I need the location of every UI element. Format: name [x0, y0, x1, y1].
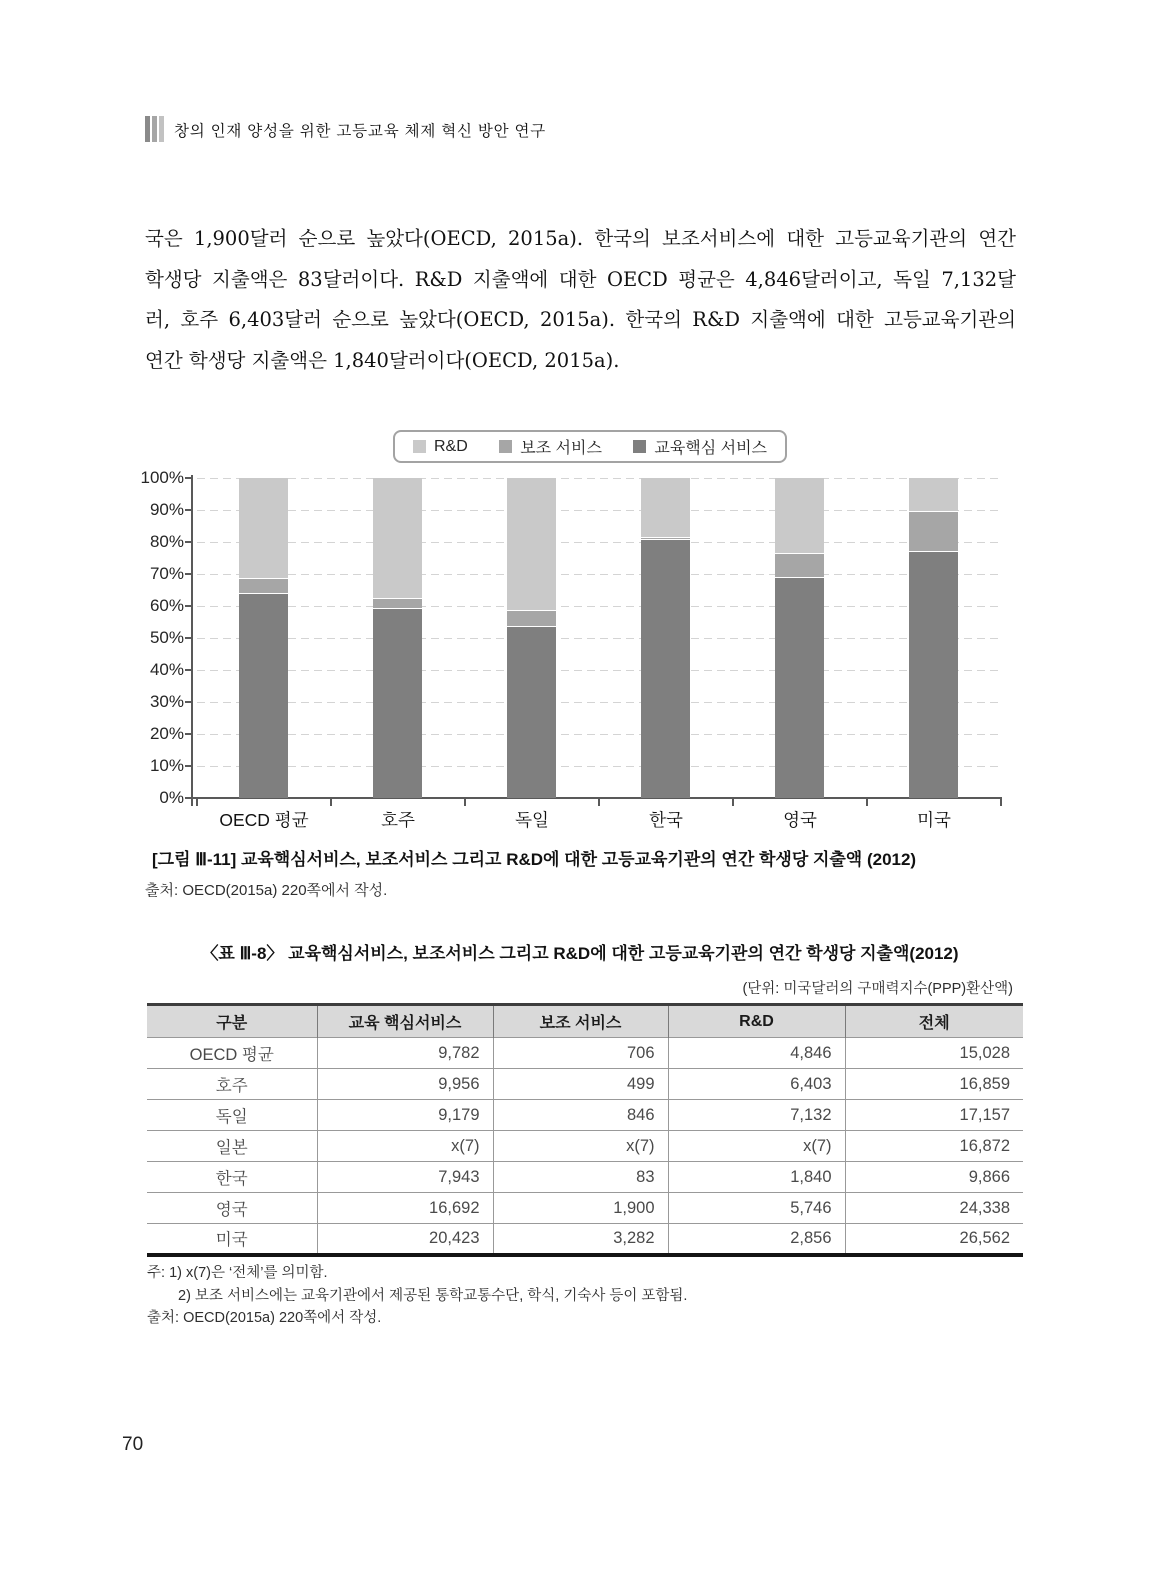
table-row: [147, 1100, 1023, 1131]
table-header-cell: 교육 핵심서비스: [317, 1005, 493, 1038]
bar-segment-support: [373, 599, 422, 609]
y-tick-mark: [185, 509, 191, 511]
table-note-line: 2) 보조 서비스에는 교육기관에서 제공된 통학교통수단, 학식, 기숙사 등이 포함됨.: [178, 1287, 688, 1304]
y-tick-mark: [185, 733, 191, 735]
x-tick-mark: [866, 799, 868, 806]
bar-segment-support: [775, 554, 824, 579]
bar-slot: [599, 478, 733, 798]
y-tick-label: 0%: [159, 788, 184, 807]
table-cell: 16,692: [317, 1193, 493, 1224]
table-cell: 3,282: [493, 1224, 668, 1255]
y-tick-mark: [185, 765, 191, 767]
table-cell: 20,423: [317, 1224, 493, 1255]
x-category-label: 미국: [917, 810, 951, 830]
x-category-label: 영국: [783, 810, 817, 830]
y-tick-label: 40%: [149, 660, 184, 679]
table-cell: 706: [493, 1038, 668, 1069]
bar-segment-core: [239, 594, 288, 798]
stacked-bar: [909, 478, 958, 798]
table-header-cell: 보조 서비스: [493, 1005, 668, 1038]
bar-slot: [197, 478, 331, 798]
bar-segment-rnd: [507, 478, 556, 611]
table-header-cell: 전체: [845, 1005, 1023, 1038]
table-cell: 2,856: [668, 1224, 845, 1255]
y-tick-label: 20%: [149, 724, 184, 743]
legend-item-label: R&D: [434, 437, 468, 455]
table-cell: 846: [493, 1100, 668, 1131]
legend-swatch-icon: [633, 440, 646, 453]
table-row: [147, 1069, 1023, 1100]
table-cell: x(7): [668, 1131, 845, 1162]
running-header-title: 창의 인재 양성을 위한 고등교육 체제 혁신 방안 연구: [174, 123, 547, 140]
bar-segment-rnd: [775, 478, 824, 554]
running-header: [145, 116, 546, 142]
table-cell: 독일: [147, 1100, 317, 1131]
table-cell: 9,179: [317, 1100, 493, 1131]
bar-segment-rnd: [909, 478, 958, 512]
table-cell: 1,900: [493, 1193, 668, 1224]
page-number: 70: [122, 1434, 144, 1455]
table-title: 〈표 Ⅲ-8〉 교육핵심서비스, 보조서비스 그리고 R&D에 대한 고등교육기관의 연간 학생당 지출액(2012): [201, 944, 959, 963]
y-tick-mark: [185, 541, 191, 543]
x-tick-mark: [330, 799, 332, 806]
bar-segment-rnd: [641, 478, 690, 538]
x-tick-mark: [1000, 799, 1002, 806]
bar-segment-core: [909, 552, 958, 798]
bar-segment-rnd: [373, 478, 422, 599]
table-header-cell: 구분: [147, 1005, 317, 1038]
body-text-line: 국은 1,900달러 순으로 높았다(OECD, 2015a). 한국의 보조서비스에 대한 고등교육기관의 연간: [145, 227, 1016, 250]
table-cell: OECD 평균: [147, 1038, 317, 1069]
table-cell: 4,846: [668, 1038, 845, 1069]
table-cell: 24,338: [845, 1193, 1023, 1224]
table-cell: 26,562: [845, 1224, 1023, 1255]
table-unit-note: (단위: 미국달러의 구매력지수(PPP)환산액): [742, 981, 1013, 997]
stacked-bar: [775, 478, 824, 798]
x-category-label: 독일: [515, 810, 549, 830]
expenditure-table: [147, 1003, 1023, 1257]
y-tick-label: 90%: [149, 500, 184, 519]
y-tick-mark: [185, 477, 191, 479]
legend-item: [413, 438, 468, 456]
bar-slot: [733, 478, 867, 798]
table-header-cell: R&D: [668, 1005, 845, 1038]
bar-segment-support: [507, 611, 556, 627]
y-tick-label: 30%: [149, 692, 184, 711]
chart-legend: [393, 430, 787, 463]
legend-item: [499, 435, 602, 458]
y-tick-label: 70%: [149, 564, 184, 583]
x-category-label: OECD 평균: [219, 810, 309, 830]
chart-plot-area: [197, 478, 1001, 798]
table-cell: 5,746: [668, 1193, 845, 1224]
table-cell: 1,840: [668, 1162, 845, 1193]
table-cell: 83: [493, 1162, 668, 1193]
bar-segment-core: [507, 627, 556, 798]
y-tick-label: 60%: [149, 596, 184, 615]
legend-item-label: 교육핵심 서비스: [654, 440, 767, 457]
table-note-line: 출처: OECD(2015a) 220쪽에서 작성.: [147, 1310, 382, 1326]
y-tick-mark: [185, 573, 191, 575]
table-cell: 9,956: [317, 1069, 493, 1100]
y-tick-mark: [185, 605, 191, 607]
table-cell: 미국: [147, 1224, 317, 1255]
y-tick-mark: [185, 637, 191, 639]
y-tick-label: 100%: [140, 468, 184, 487]
bar-segment-support: [909, 512, 958, 552]
stacked-bar: [239, 478, 288, 798]
table-row: [147, 1131, 1023, 1162]
body-text-line: 학생당 지출액은 83달러이다. R&D 지출액에 대한 OECD 평균은 4,846달러이고, 독일 7,132달: [145, 267, 1016, 291]
table-row: [147, 1193, 1023, 1224]
legend-item-label: 보조 서비스: [520, 440, 602, 457]
legend-swatch-icon: [499, 440, 512, 453]
y-tick-mark: [185, 701, 191, 703]
table-row: [147, 1162, 1023, 1193]
y-tick-mark: [185, 669, 191, 671]
bar-slot: [867, 478, 1001, 798]
stacked-bar: [507, 478, 556, 798]
x-tick-mark: [598, 799, 600, 806]
table-cell: 16,859: [845, 1069, 1023, 1100]
body-text-line: 러, 호주 6,403달러 순으로 높았다(OECD, 2015a). 한국의 R&D 지출액에 대한 고등교육기관의: [145, 308, 1016, 331]
table-cell: 영국: [147, 1193, 317, 1224]
x-tick-mark: [732, 799, 734, 806]
body-paragraph: [145, 219, 1016, 381]
table-cell: 7,943: [317, 1162, 493, 1193]
table-cell: 한국: [147, 1162, 317, 1193]
table-cell: 호주: [147, 1069, 317, 1100]
body-text-line: 연간 학생당 지출액은 1,840달러이다(OECD, 2015a).: [145, 348, 620, 372]
bar-slot: [465, 478, 599, 798]
legend-item: [633, 435, 767, 458]
x-category-label: 호주: [381, 810, 415, 830]
table-cell: x(7): [317, 1131, 493, 1162]
figure-source: 출처: OECD(2015a) 220쪽에서 작성.: [145, 882, 388, 899]
y-tick-label: 10%: [149, 756, 184, 775]
chart-y-axis-line: [191, 475, 193, 806]
table-cell: 17,157: [845, 1100, 1023, 1131]
table-cell: 499: [493, 1069, 668, 1100]
table-cell: 16,872: [845, 1131, 1023, 1162]
table-cell: 15,028: [845, 1038, 1023, 1069]
table-notes: [147, 1262, 687, 1330]
stacked-bar: [641, 478, 690, 798]
figure-caption: [그림 Ⅲ-11] 교육핵심서비스, 보조서비스 그리고 R&D에 대한 고등교육기관의 연간 학생당 지출액 (2012): [152, 850, 917, 869]
stacked-bar: [373, 478, 422, 798]
legend-swatch-icon: [413, 440, 426, 453]
y-tick-label: 80%: [149, 532, 184, 551]
table-cell: x(7): [493, 1131, 668, 1162]
table-cell: 6,403: [668, 1069, 845, 1100]
table-note-line: 주: 1) x(7)은 ‘전체’를 의미함.: [147, 1265, 328, 1281]
table-cell: 7,132: [668, 1100, 845, 1131]
table-cell: 일본: [147, 1131, 317, 1162]
header-bars-icon: [145, 116, 164, 142]
bar-segment-support: [239, 579, 288, 594]
y-tick-mark: [185, 797, 191, 799]
bar-segment-core: [373, 609, 422, 798]
table-cell: 9,782: [317, 1038, 493, 1069]
y-tick-label: 50%: [149, 628, 184, 647]
table-row: [147, 1224, 1023, 1255]
bar-segment-rnd: [239, 478, 288, 579]
table-header-row: [147, 1005, 1023, 1038]
bar-slot: [331, 478, 465, 798]
table-cell: 9,866: [845, 1162, 1023, 1193]
table-row: [147, 1038, 1023, 1069]
x-tick-mark: [464, 799, 466, 806]
x-tick-mark: [196, 799, 198, 806]
bar-segment-core: [775, 578, 824, 798]
x-category-label: 한국: [649, 810, 683, 830]
bar-segment-core: [641, 540, 690, 798]
